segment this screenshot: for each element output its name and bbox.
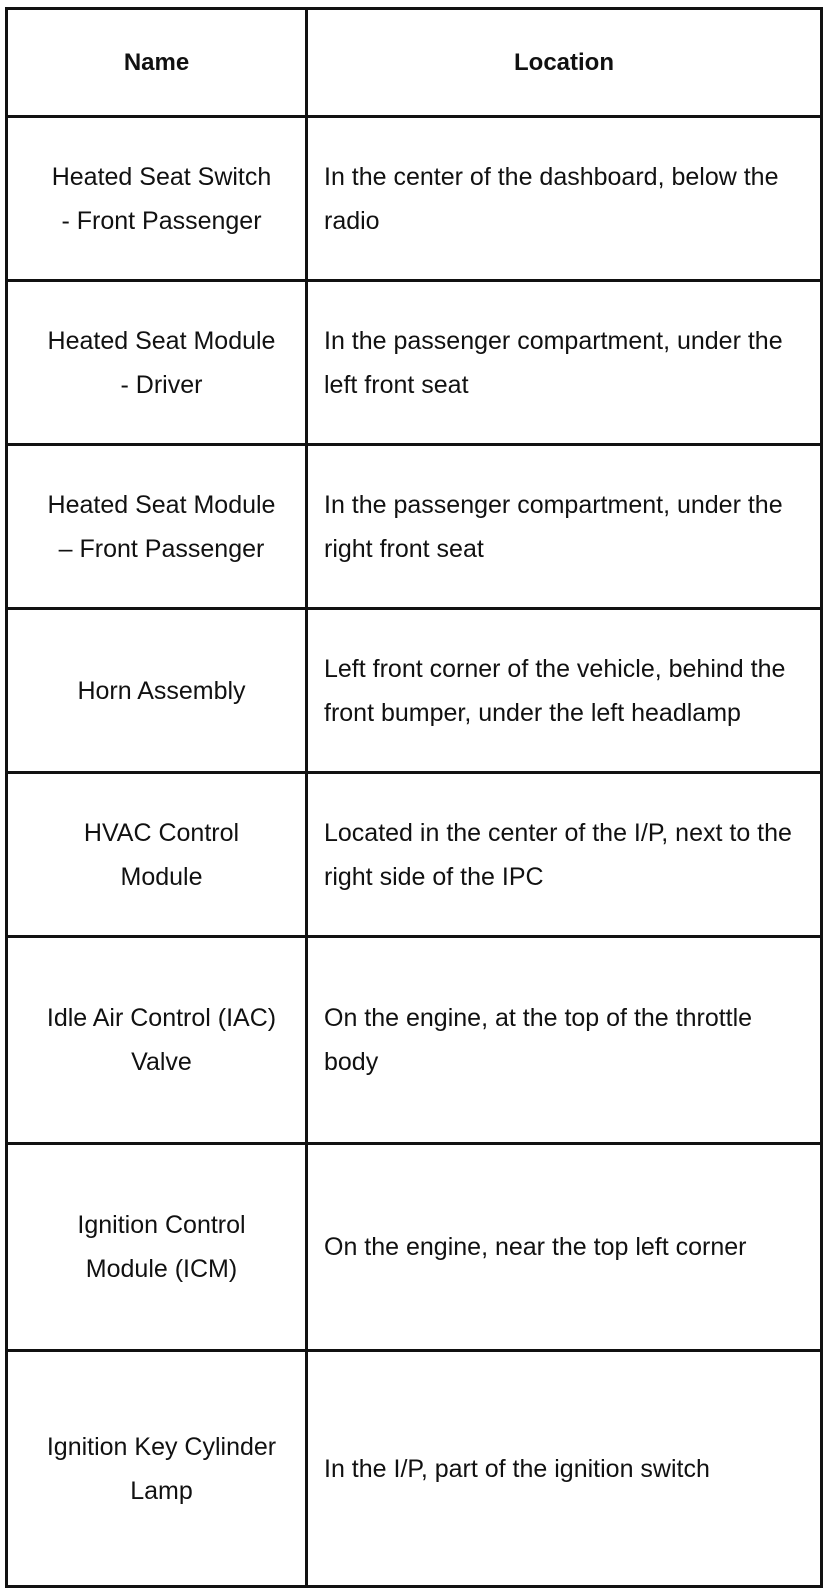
component-name: Idle Air Control (IAC) Valve — [7, 937, 307, 1144]
component-name: Heated Seat Module – Front Passenger — [7, 445, 307, 609]
component-name: Horn Assembly — [7, 609, 307, 773]
column-header-location: Location — [307, 9, 822, 117]
column-header-name: Name — [7, 9, 307, 117]
component-location: In the passenger compartment, under the right front seat — [307, 445, 822, 609]
table-row — [7, 773, 822, 937]
component-name: Heated Seat Switch - Front Passenger — [7, 117, 307, 281]
table-row — [7, 609, 822, 773]
table-row — [7, 1351, 822, 1587]
component-location: On the engine, at the top of the throttle body — [307, 937, 822, 1144]
component-name: HVAC Control Module — [7, 773, 307, 937]
component-name: Ignition Control Module (ICM) — [7, 1144, 307, 1351]
table-row — [7, 1144, 822, 1351]
component-locator-table — [5, 7, 823, 1588]
component-location: In the center of the dashboard, below the radio — [307, 117, 822, 281]
component-name: Heated Seat Module - Driver — [7, 281, 307, 445]
table-row — [7, 445, 822, 609]
table-row — [7, 937, 822, 1144]
component-location: In the I/P, part of the ignition switch — [307, 1351, 822, 1587]
component-location: On the engine, near the top left corner — [307, 1144, 822, 1351]
component-name: Ignition Key Cylinder Lamp — [7, 1351, 307, 1587]
header-row — [7, 9, 822, 117]
table-row — [7, 281, 822, 445]
component-location: Left front corner of the vehicle, behind the front bumper, under the left headlamp — [307, 609, 822, 773]
component-location: Located in the center of the I/P, next to the right side of the IPC — [307, 773, 822, 937]
component-location: In the passenger compartment, under the left front seat — [307, 281, 822, 445]
table-row — [7, 117, 822, 281]
